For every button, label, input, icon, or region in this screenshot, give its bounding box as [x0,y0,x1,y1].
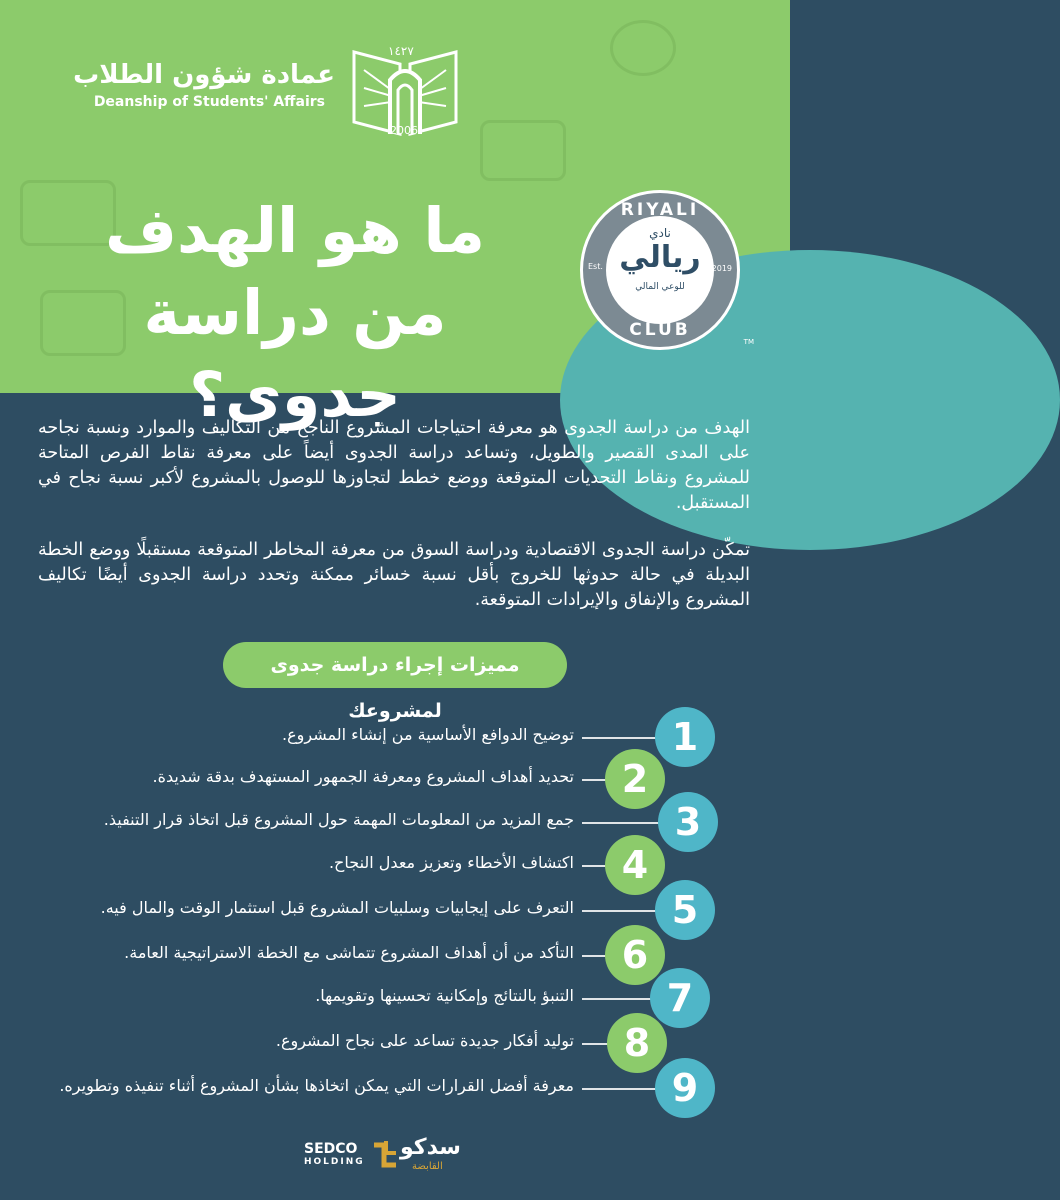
sedco-mark-icon [372,1139,398,1171]
sedco-ar: سدكو [400,1135,461,1160]
number-circle: 6 [605,925,665,985]
number-circle: 1 [655,707,715,767]
feature-text: توليد أفكار جديدة تساعد على نجاح المشروع. [275,1031,574,1050]
badge-bottom-text: CLUB [629,320,691,340]
feature-text: التأكد من أن أهداف المشروع تتماشى مع الخطة الاستراتيجية العامة. [124,943,574,962]
number-circle: 2 [605,749,665,809]
holding-ar: القابضة [412,1161,443,1172]
number-circle: 9 [655,1058,715,1118]
list-item [0,1058,790,1118]
holding-en: HOLDING [304,1157,365,1167]
hero-section [0,0,790,431]
deanship-arabic: عمادة شؤون الطلاب [73,60,335,90]
connector-line [582,910,662,912]
deanship-english: Deanship of Students' Affairs [93,94,325,110]
riyali-club-logo [580,190,754,350]
feature-text: توضيح الدوافع الأساسية من إنشاء المشروع. [282,725,574,744]
intro-paragraph-1: الهدف من دراسة الجدوى هو معرفة احتياجات المشروع الناجح من التكاليف والموارد ونسبة نجاحه على المدى القصير والطويل، وتساعد دراسة الجدوى أيضاً على معرفة نقاط الفرص المتاحة للمشروع ونقاط التحديات المتوقعة ووضع خطط لتجاوزها للوصول بالمشروع لأكبر نسبة نجاح في المستقبل. [38,418,750,513]
badge-top-text: RIYALI [620,200,700,220]
page-title [65,190,525,436]
university-emblem [350,40,460,140]
badge-name: ريالي [619,240,701,275]
title-line-1: ما هو الهدف [105,194,485,267]
number-circle: 5 [655,880,715,940]
sedco-holding-logo [300,1135,490,1175]
intro-paragraph-2: تمكّن دراسة الجدوى الاقتصادية ودراسة السوق من معرفة المخاطر المتوقعة مستقبلًا ووضع الخطة البديلة في حالة حدوثها للخروج بأقل نسبة خسائر ممكنة وتحدد دراسة الجدوى أيضًا تكاليف المشروع والإنفاق والإيرادات المتوقعة. [38,540,750,610]
title-line-2: من دراسة جدوى؟ [143,276,447,431]
feature-text: التعرف على إيجابيات وسلبيات المشروع قبل استثمار الوقت والمال فيه. [100,898,574,917]
feature-text: معرفة أفضل القرارات التي يمكن اتخاذها بشأن المشروع أثناء تنفيذه وتطويره. [59,1076,574,1095]
number-circle: 3 [658,792,718,852]
badge-est: Est. [588,262,603,271]
emblem-hijri-year: ١٤٢٧ [388,44,414,58]
connector-line [582,737,662,739]
feature-text: التنبؤ بالنتائج وإمكانية تحسينها وتقويمها. [315,986,574,1005]
number-circle: 7 [650,968,710,1028]
number-circle: 8 [607,1013,667,1073]
feature-text: اكتشاف الأخطاء وتعزيز معدل النجاح. [328,853,574,872]
connector-line [582,1088,662,1090]
feature-text: جمع المزيد من المعلومات المهمة حول المشروع قبل اتخاذ قرار التنفيذ. [103,810,574,829]
badge-subtitle: للوعي المالي [635,282,685,292]
badge-nadi: نادي [649,226,671,240]
sedco-en: SEDCO [304,1141,358,1157]
badge-year: 2019 [711,264,732,273]
connector-line [582,822,662,824]
bg-wallet-shape [480,120,566,181]
feature-text: تحديد أهداف المشروع ومعرفة الجمهور المستهدف بدقة شديدة. [152,767,574,786]
trademark: TM [743,338,754,346]
number-circle: 4 [605,835,665,895]
features-title-pill: مميزات إجراء دراسة جدوى لمشروعك [223,642,567,688]
emblem-year: 2006 [390,124,418,137]
bg-coin-shape [610,20,676,76]
